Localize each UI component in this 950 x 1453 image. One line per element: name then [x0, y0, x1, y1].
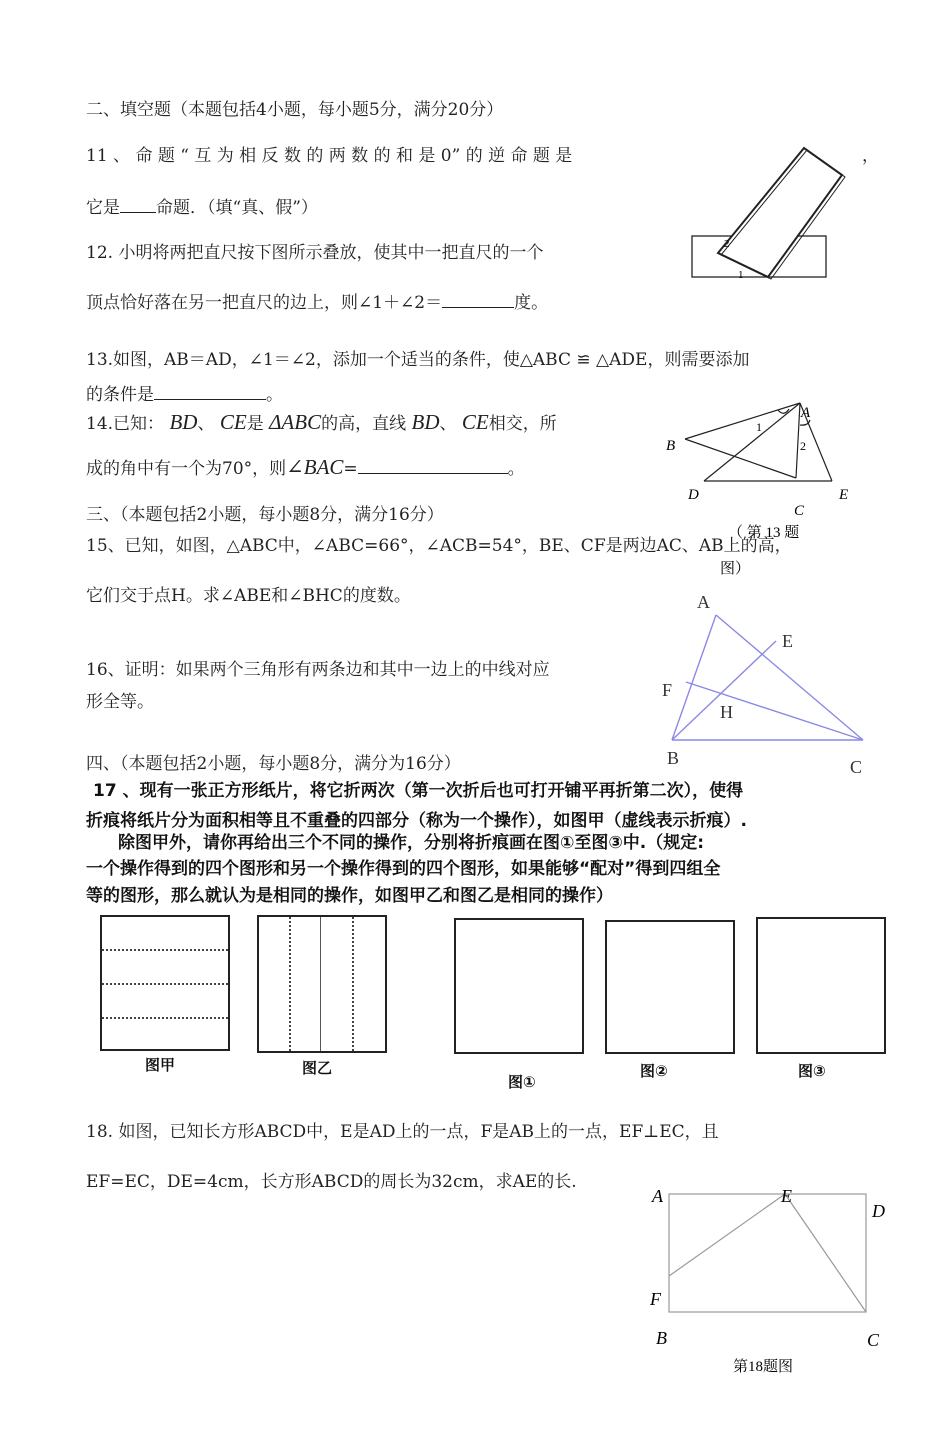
square-1[interactable]: [454, 918, 584, 1054]
q13-label-A: A: [801, 405, 811, 421]
q11-line2: [86, 198, 318, 218]
section2-title: 二、填空题（本题包括4小题，每小题5分，满分20分）: [86, 100, 504, 120]
label-2: 图②: [640, 1062, 668, 1080]
label-yi: 图乙: [302, 1059, 333, 1077]
q13-label-D: D: [688, 487, 699, 503]
q14-sep: 、: [197, 414, 215, 434]
q14-eq: =: [343, 459, 358, 479]
q17-line1: 17 、现有一张正方形纸片，将它折两次（第一次折后也可打开铺平再折第二次），使得: [93, 781, 744, 801]
q11-line2-b: 命题．（填“真、假”）: [156, 198, 318, 218]
q15-triangle-figure: [658, 590, 873, 775]
q14-angle: ∠BAC: [286, 455, 344, 479]
q13-line2-a: 的条件是: [86, 385, 154, 405]
q18-line1: 18. 如图，已知长方形ABCD中，E是AD上的一点，F是AB上的一点，EF⊥EC，且: [86, 1122, 719, 1142]
q14-ce: CE: [219, 410, 247, 434]
q13-line2-b: 。: [266, 385, 283, 405]
fold-line: [102, 983, 228, 985]
q12-answer-blank[interactable]: [442, 306, 514, 308]
q18-label-F: F: [650, 1289, 661, 1309]
q14-end: 。: [507, 459, 525, 479]
q17-line3: 除图甲外，请你再给出三个不同的操作，分别将折痕画在图①至图③中.（规定:: [118, 833, 705, 853]
q12-rulers-figure: [690, 145, 830, 280]
q11-line1: 11 、 命 题 “ 互 为 相 反 数 的 两 数 的 和 是 0” 的 逆 命 题 是: [86, 146, 573, 166]
q18-caption: 第18题图: [733, 1359, 794, 1375]
q14-answer-blank[interactable]: [358, 472, 508, 474]
q14-line1: [86, 410, 557, 435]
q12-line2-a: 顶点恰好落在另一把直尺的边上，则∠1＋∠2＝: [86, 293, 443, 313]
q15-label-H: H: [720, 702, 733, 722]
q17-line4: 一个操作得到的四个图形和另一个操作得到的四个图形，如果能够“配对”得到四组全: [86, 859, 721, 879]
q11-answer-blank[interactable]: [120, 211, 156, 213]
q14-bd2: BD: [411, 410, 440, 434]
q15-line1: 15、已知，如图，△ABC中，∠ABC=66°，∠ACB=54°，BE、CF是两边AC、AB上的高，: [86, 536, 792, 556]
q13-label-B: B: [666, 438, 676, 454]
q14-ce2: CE: [461, 410, 489, 434]
q14-line2a: 成的角中有一个为70°，则: [86, 459, 287, 479]
tilted-ruler: [718, 148, 842, 277]
q18-label-E: E: [781, 1186, 792, 1206]
q14-prefix: 14.已知：: [86, 414, 165, 434]
q13-line1: 13.如图，AB＝AD，∠1＝∠2，添加一个适当的条件，使△ABC ≌ △ADE，则需要添加: [86, 350, 750, 370]
q12-line2: [86, 293, 548, 313]
ruler-angle-1: 1: [738, 269, 744, 281]
q15-label-A: A: [697, 592, 710, 612]
q14-text2: 相交，所: [488, 414, 557, 434]
q14-bd: BD: [169, 410, 198, 434]
section4-title: 四、（本题包括2小题，每小题8分，满分为16分）: [86, 754, 461, 774]
q13-caption-b: 图）: [720, 561, 751, 577]
q15-label-C: C: [850, 757, 863, 777]
q12-line2-b: 度。: [514, 293, 549, 313]
square-2[interactable]: [605, 920, 735, 1054]
q18-rectangle-figure: [645, 1180, 895, 1385]
q13-angle-2: 2: [800, 439, 806, 453]
q16-line1: 16、证明：如果两个三角形有两条边和其中一边上的中线对应: [86, 660, 550, 680]
q13-answer-blank[interactable]: [154, 398, 266, 400]
q14-sep2: 、: [439, 414, 457, 434]
q17-line2: 折痕将纸片分为面积相等且不重叠的四部分（称为一个操作），如图甲（虚线表示折痕）.: [86, 811, 747, 831]
section3-title: 三、（本题包括2小题，每小题8分，满分16分）: [86, 505, 444, 525]
q15-label-E: E: [782, 631, 793, 651]
q15-line2: 它们交于点H。求∠ABE和∠BHC的度数。: [86, 586, 411, 606]
q11-line2-a: 它是: [86, 198, 120, 218]
square-jia: [100, 915, 230, 1051]
q13-caption-a: （ 第 13 题: [728, 525, 800, 541]
q18-label-D: D: [872, 1201, 885, 1221]
label-1: 图①: [508, 1073, 536, 1091]
q18-label-C: C: [867, 1330, 880, 1350]
q17-line5: 等的图形，那么就认为是相同的操作，如图甲乙和图乙是相同的操作）: [86, 886, 613, 906]
fold-line: [102, 949, 228, 951]
q13-label-C: C: [794, 503, 805, 519]
q16-line2: 形全等。: [86, 692, 154, 712]
q18-line2: EF=EC，DE=4cm，长方形ABCD的周长为32cm，求AE的长.: [86, 1172, 577, 1192]
q14-is: 是: [246, 414, 264, 434]
q14-triangle: ΔABC: [269, 410, 322, 434]
ruler-angle-2: 2: [724, 238, 730, 250]
label-3: 图③: [798, 1062, 826, 1080]
fold-line: [320, 917, 321, 1051]
fold-line: [289, 917, 291, 1051]
fold-line: [352, 917, 354, 1051]
square-yi: [257, 915, 387, 1053]
q13-angle-1: 1: [756, 420, 762, 434]
q18-label-B: B: [656, 1328, 667, 1348]
label-jia: 图甲: [145, 1056, 176, 1074]
q14-line2: [86, 455, 525, 480]
square-3[interactable]: [756, 917, 886, 1054]
fold-line: [102, 1017, 228, 1019]
q18-label-A: A: [652, 1186, 663, 1206]
q12-line1: 12. 小明将两把直尺按下图所示叠放，使其中一把直尺的一个: [86, 243, 544, 263]
q13-line2: [86, 385, 283, 405]
q13-label-E: E: [839, 487, 849, 503]
q14-text1: 的高，直线: [321, 414, 407, 434]
q15-label-B: B: [667, 748, 680, 768]
q11-comma: ，: [862, 146, 879, 166]
q15-label-F: F: [662, 680, 673, 700]
